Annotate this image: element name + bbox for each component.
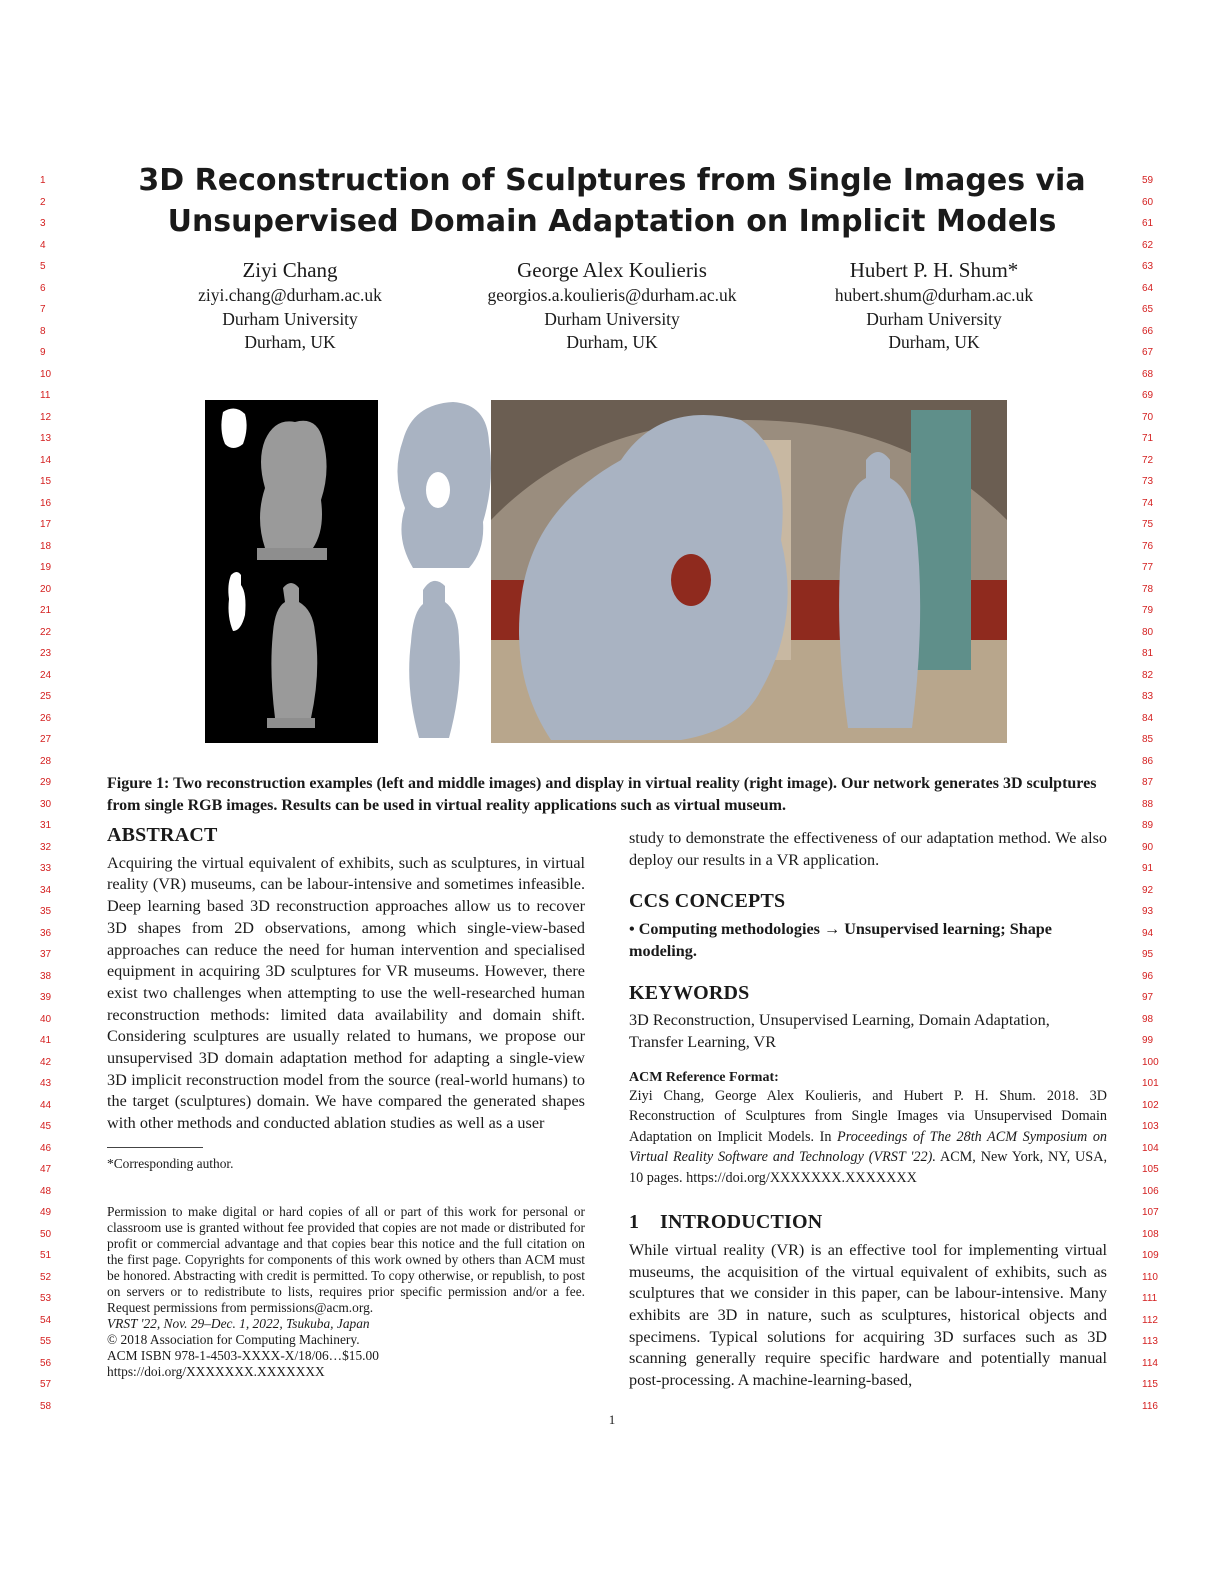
line-number-left: 50 (40, 1228, 52, 1240)
line-number-right: 62 (1142, 239, 1154, 251)
line-number-left: 57 (40, 1379, 52, 1390)
line-number-right: 99 (1142, 1035, 1154, 1046)
line-number-right: 90 (1142, 841, 1154, 853)
reconstruction-hole (426, 472, 450, 508)
acm-ref-tail: ACM, New York, NY, USA, 10 pages. (629, 1149, 1107, 1186)
line-number-left: 15 (40, 476, 52, 487)
author-3 (774, 256, 1094, 355)
vr-museum-panel (491, 400, 1007, 743)
mask-2 (228, 572, 245, 631)
permission-doi: https://doi.org/XXXXXXX.XXXXXXX (107, 1363, 325, 1379)
left-column (107, 825, 585, 1380)
line-number-right: 105 (1142, 1164, 1159, 1175)
line-number-left: 4 (40, 239, 46, 251)
line-number-left: 2 (40, 196, 46, 208)
line-number-right: 79 (1142, 605, 1154, 616)
ccs-heading: CCS CONCEPTS (629, 890, 786, 913)
sculpture-2 (271, 583, 317, 718)
line-number-left: 19 (40, 562, 52, 573)
line-number-right: 76 (1142, 540, 1154, 552)
line-number-right: 68 (1142, 368, 1154, 380)
permission-notice: Permission to make digital or hard copies of all or part of this work for personal or classroom use is granted without fee provided that copies are not made or distributed for profit or commercial advantage and that copies bear this notice and the full citation on the first page. Copyrights for components of this work owned by others than ACM must be honored. Abstracting with credit is permitted. To copy otherwise, or republish, to post on servers or to redistribute to lists, requires prior specific permission and/or a fee. Request permissions from permissions@acm.org. (107, 1203, 585, 1315)
line-number-left: 41 (40, 1035, 52, 1046)
acm-ref-authors: Ziyi Chang, George Alex Koulieris, and Hubert P. H. Shum. 2018. 3D Reconstruction of Sculptures from Single Images via Unsupervised Domain Adaptation on Implicit Models. In (629, 1087, 1107, 1145)
line-number-right: 83 (1142, 691, 1154, 702)
page-number: 1 (608, 1412, 616, 1427)
line-number-right: 72 (1142, 454, 1154, 466)
vr-hole (671, 554, 711, 606)
line-number-right: 103 (1142, 1121, 1159, 1132)
line-number-left: 9 (40, 347, 46, 358)
pedestal-1 (257, 548, 327, 560)
line-number-right: 114 (1142, 1357, 1158, 1369)
line-number-left: 46 (40, 1142, 52, 1154)
author-location: Durham, UK (888, 332, 980, 352)
line-number-left: 44 (40, 1099, 52, 1111)
intro-text: While virtual reality (VR) is an effective tool for implementing virtual museums, the acquisition of the virtual equivalent of exhibits, such as sculptures that we consider in this paper, can be labour-intensive. Many exhibits are 3D in nature, such as sculptures, historical objects and specimens. Typical solutions for acquiring 3D surfaces such as 3D scanning generally require specific hardware and potentially manual post-processing. A machine-learning-based, (629, 1240, 1107, 1390)
author-affiliation: Durham University (544, 308, 680, 329)
line-number-right: 106 (1142, 1185, 1159, 1197)
line-number-left: 38 (40, 970, 52, 982)
line-number-right: 86 (1142, 755, 1154, 767)
footnote-rule (107, 1147, 203, 1148)
line-number-right: 78 (1142, 583, 1154, 595)
line-number-left: 58 (40, 1400, 52, 1412)
intro-title: INTRODUCTION (660, 1211, 823, 1234)
copyright: © 2018 Association for Computing Machinery. (107, 1331, 360, 1347)
line-number-right: 102 (1142, 1099, 1159, 1111)
author-name: George Alex Koulieris (517, 258, 707, 282)
line-number-left: 22 (40, 626, 52, 638)
line-number-right: 88 (1142, 798, 1154, 810)
line-number-right: 67 (1142, 347, 1154, 358)
line-number-left: 56 (40, 1357, 52, 1369)
line-numbers-right (1142, 170, 1182, 1417)
input-images-panel (205, 400, 378, 743)
pedestal-2 (267, 718, 315, 728)
author-2 (452, 256, 772, 355)
line-number-left: 36 (40, 927, 52, 939)
line-number-right: 100 (1142, 1056, 1159, 1068)
line-number-right: 110 (1142, 1271, 1158, 1283)
abstract-text: Acquiring the virtual equivalent of exhibits, such as sculptures, in virtual reality (VR) museums, can be labour-intensive and sometimes infeasible. Deep learning based 3D reconstruction approaches allow us to recover 3D shapes from 2D observations, among which single-view-based approaches can reduce the need for human intervention and specialised equipment in acquiring 3D sculptures for VR museums. However, there exist two challenges when attempting to use the well-researched human reconstruction methods: limited data availability and domain shift. Considering sculptures are usually related to humans, we propose our unsupervised 3D domain adaptation method for adapting a single-view 3D implicit reconstruction model from the source (real-world humans) to the target (sculptures) domain. We have compared the generated shapes with other methods and conducted ablation studies as well as a user (107, 853, 585, 1133)
acm-ref-heading: ACM Reference Format: (629, 1069, 779, 1085)
line-number-left: 24 (40, 669, 52, 681)
line-number-left: 51 (40, 1250, 52, 1261)
line-number-right: 116 (1142, 1400, 1158, 1412)
vr-museum-scene (491, 400, 1007, 743)
line-number-left: 10 (40, 368, 52, 380)
line-number-right: 109 (1142, 1250, 1159, 1261)
line-number-left: 21 (40, 605, 52, 616)
line-number-left: 18 (40, 540, 52, 552)
author-name: Ziyi Chang (242, 258, 338, 282)
line-number-right: 69 (1142, 390, 1154, 401)
keywords-heading: KEYWORDS (629, 981, 750, 1004)
line-number-right: 84 (1142, 712, 1154, 724)
line-number-left: 25 (40, 691, 52, 702)
line-number-right: 115 (1142, 1379, 1158, 1390)
figure-caption: Figure 1: Two reconstruction examples (left and middle images) and display in virtual reality (right image). Our network generates 3D sculptures from single RGB images. Results can be used in virtual reality applications such as virtual museum. (107, 775, 1097, 814)
line-number-right: 91 (1142, 863, 1154, 874)
line-number-left: 8 (40, 325, 46, 337)
line-number-left: 14 (40, 454, 52, 466)
line-number-left: 6 (40, 282, 46, 294)
line-number-left: 54 (40, 1314, 52, 1326)
intro-number: 1 (629, 1211, 640, 1234)
line-number-right: 87 (1142, 777, 1154, 788)
line-number-right: 113 (1142, 1336, 1158, 1347)
line-number-right: 77 (1142, 562, 1154, 573)
line-number-left: 34 (40, 884, 52, 896)
line-number-left: 1 (40, 175, 46, 186)
line-number-right: 107 (1142, 1207, 1159, 1218)
line-number-right: 98 (1142, 1013, 1154, 1025)
line-number-left: 35 (40, 906, 52, 917)
abstract-continued: study to demonstrate the effectiveness of our adaptation method. We also deploy our results in a VR application. (629, 829, 1107, 869)
line-number-right: 63 (1142, 261, 1154, 272)
reconstructed-shapes (383, 400, 493, 743)
line-number-left: 49 (40, 1207, 52, 1218)
line-numbers-left (40, 170, 80, 1417)
line-number-left: 39 (40, 992, 52, 1003)
line-number-left: 40 (40, 1013, 52, 1025)
line-number-right: 60 (1142, 196, 1154, 208)
acm-ref-doi[interactable]: https://doi.org/XXXXXXX.XXXXXXX (686, 1169, 917, 1186)
line-number-right: 65 (1142, 304, 1154, 315)
line-number-right: 104 (1142, 1142, 1159, 1154)
intro-heading (629, 1212, 1107, 1234)
author-affiliation: Durham University (866, 308, 1002, 329)
line-number-left: 31 (40, 820, 52, 831)
line-number-left: 30 (40, 798, 52, 810)
line-number-right: 81 (1142, 648, 1154, 659)
author-email: hubert.shum@durham.ac.uk (834, 285, 1034, 305)
acm-reference (629, 1086, 1107, 1189)
arch-window (911, 410, 971, 670)
line-number-right: 96 (1142, 970, 1154, 982)
line-number-left: 43 (40, 1078, 52, 1089)
mask-1 (221, 408, 246, 448)
line-number-left: 7 (40, 304, 46, 315)
line-number-right: 61 (1142, 218, 1154, 229)
title-line-1: 3D Reconstruction of Sculptures from Single Images via (138, 163, 1086, 198)
line-number-right: 71 (1142, 433, 1154, 444)
author-affiliation: Durham University (222, 308, 358, 329)
line-number-right: 80 (1142, 626, 1154, 638)
author-email: ziyi.chang@durham.ac.uk (198, 285, 382, 305)
line-number-left: 11 (40, 390, 51, 401)
line-number-left: 12 (40, 411, 52, 423)
author-1 (130, 256, 450, 355)
line-number-right: 94 (1142, 927, 1154, 939)
keywords-text: 3D Reconstruction, Unsupervised Learning, Domain Adaptation, Transfer Learning, VR (629, 1011, 1050, 1051)
line-number-right: 70 (1142, 411, 1154, 423)
paper-title (130, 160, 1094, 242)
line-number-right: 59 (1142, 175, 1154, 186)
abstract-heading: ABSTRACT (107, 824, 218, 846)
figure-1 (205, 400, 1007, 743)
line-number-right: 74 (1142, 497, 1154, 509)
author-email: georgios.a.koulieris@durham.ac.uk (487, 285, 737, 305)
line-number-right: 89 (1142, 820, 1154, 831)
line-number-left: 33 (40, 863, 52, 874)
line-number-right: 85 (1142, 734, 1154, 745)
reconstruction-2 (409, 581, 460, 738)
line-number-right: 111 (1142, 1293, 1158, 1304)
venue: VRST '22, Nov. 29–Dec. 1, 2022, Tsukuba, Japan (107, 1315, 370, 1331)
line-number-right: 66 (1142, 325, 1154, 337)
line-number-right: 101 (1142, 1078, 1159, 1089)
line-number-left: 3 (40, 218, 46, 229)
line-number-right: 75 (1142, 519, 1154, 530)
line-number-left: 45 (40, 1121, 52, 1132)
line-number-right: 64 (1142, 282, 1154, 294)
line-number-right: 82 (1142, 669, 1154, 681)
author-block (130, 256, 1094, 355)
line-number-right: 112 (1142, 1314, 1158, 1326)
acm-ref-proceedings: Proceedings of The 28th ACM Symposium on Virtual Reality Software and Technology (VRST '22). (629, 1128, 1108, 1166)
line-number-right: 92 (1142, 884, 1154, 896)
line-number-left: 26 (40, 712, 52, 724)
line-number-left: 47 (40, 1164, 52, 1175)
author-location: Durham, UK (244, 332, 336, 352)
line-number-right: 95 (1142, 949, 1154, 960)
line-number-right: 73 (1142, 476, 1154, 487)
line-number-right: 97 (1142, 992, 1154, 1003)
right-column (629, 828, 1107, 1392)
input-sculpture-images (205, 400, 378, 743)
footnote: *Corresponding author. (107, 1155, 234, 1171)
line-number-left: 20 (40, 583, 52, 595)
line-number-left: 42 (40, 1056, 52, 1068)
ccs-concepts: • Computing methodologies → Unsupervised learning; Shape modeling. (629, 920, 1052, 960)
line-number-left: 23 (40, 648, 52, 659)
line-number-left: 55 (40, 1336, 52, 1347)
author-location: Durham, UK (566, 332, 658, 352)
line-number-left: 16 (40, 497, 52, 509)
line-number-left: 32 (40, 841, 52, 853)
line-number-left: 53 (40, 1293, 52, 1304)
line-number-left: 5 (40, 261, 46, 272)
line-number-right: 108 (1142, 1228, 1159, 1240)
reconstruction-panel (383, 400, 493, 743)
isbn: ACM ISBN 978-1-4503-XXXX-X/18/06…$15.00 (107, 1347, 379, 1363)
line-number-left: 28 (40, 755, 52, 767)
author-name: Hubert P. H. Shum* (849, 258, 1019, 282)
line-number-left: 37 (40, 949, 52, 960)
line-number-left: 13 (40, 433, 52, 444)
line-number-left: 27 (40, 734, 52, 745)
line-number-right: 93 (1142, 906, 1154, 917)
line-number-left: 48 (40, 1185, 52, 1197)
title-line-2: Unsupervised Domain Adaptation on Implicit Models (167, 204, 1057, 239)
line-number-left: 29 (40, 777, 52, 788)
line-number-left: 52 (40, 1271, 52, 1283)
line-number-left: 17 (40, 519, 52, 530)
sculpture-1 (260, 421, 327, 548)
